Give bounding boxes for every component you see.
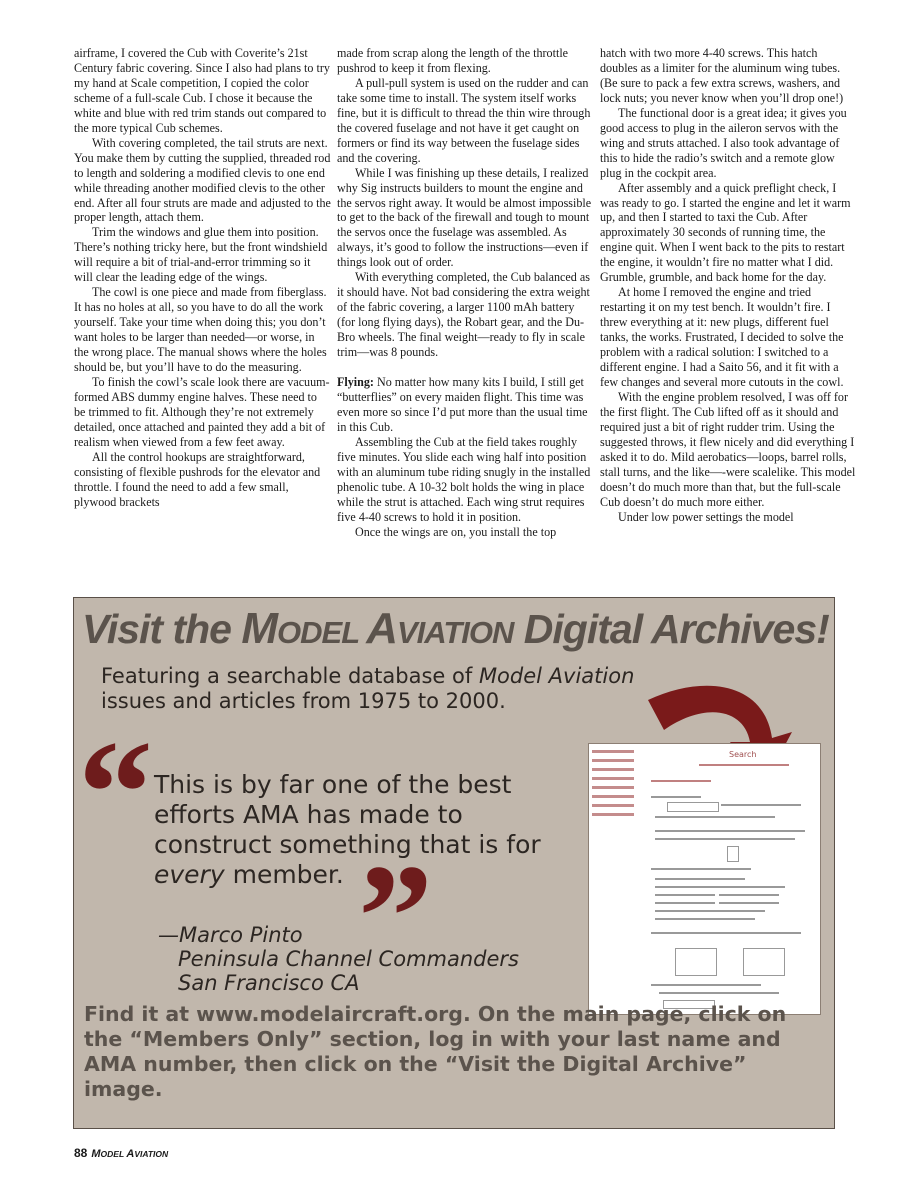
ad-title-text: M: [241, 604, 278, 653]
magazine-name: [91, 1146, 168, 1160]
paragraph: After assembly and a quick preflight check, I was ready to go. I started the engine and let it warm up, and then I started to taxi the Cub. After approximately 30 seconds of running time, the engine quit. When I went back to the pits to restart the engine, it wouldn’t fire no matter what I did. Grumble, grumble, and back home for the day.: [600, 180, 851, 285]
section-heading-flying: Flying:: [337, 375, 374, 390]
paragraph: With covering completed, the tail struts are next. You make them by cutting the supplied, threaded rod to length and soldering a modified clevis to one end while threading another modified clevis to the other end. After all four struts are made and adjusted to the proper length, attach them.: [74, 135, 331, 225]
attribution-name: —Marco Pinto: [158, 923, 303, 947]
page-number: 88: [74, 1146, 88, 1160]
ad-title-text: A: [366, 604, 397, 653]
paragraph: airframe, I covered the Cub with Coverite’s 21st Century fabric covering. Since I also had plans to try my hand at Scale competition, I copied the color scheme of a full-scale Cub. I chose it because the white and blue with red trim stands out compared to the more typical Cub schemes.: [74, 46, 330, 135]
screenshot-nav: [592, 750, 638, 822]
paragraph: made from scrap along the length of the throttle pushrod to keep it from flexing.: [337, 46, 569, 75]
magazine-name-text: A: [126, 1148, 135, 1160]
paragraph: At home I removed the engine and tried restarting it on my test bench. It wouldn’t fire. I threw everything at it: new plugs, different fuel tanks, the works. Frustrated, I decided to solve the problem with a radical solution: I switched to a different engine. I had a Saito 56, and it fit with a few changes and several more cutouts in the cowl.: [600, 285, 844, 389]
open-quote-mark: “: [78, 710, 153, 876]
ad-title: [82, 604, 829, 654]
ad-title-text: ODEL: [277, 615, 367, 650]
ad-instructions: Find it at www.modelaircraft.org. On the main page, click on the “Members Only” section, log in with your last name and AMA number, then click on the “Visit the Digital Archive” image.: [84, 1002, 787, 1101]
paragraph: With the engine problem resolved, I was off for the first flight. The Cub lifted off as it should and required just a bit of right rudder trim. Using the suggested throws, it flew nicely and did everything I asked it to do. Mild aerobatics—loops, barrel rolls, stall turns, and the like—-were scalelike. This model doesn’t do much more than that, but the full-scale Cub doesn’t do much more either.: [600, 389, 856, 509]
paragraph: A pull-pull system is used on the rudder and can take some time to install. The system itself works fine, but it is difficult to thread the thin wire through the covered fuselage and not have it get caught on formers or find its way between the fuselage sides and the covering.: [337, 75, 591, 165]
ad-subtitle-text: issues and articles from 1975 to 2000.: [101, 689, 506, 713]
paragraph-flying: [337, 375, 594, 435]
paragraph: Once the wings are on, you install the top: [355, 524, 557, 539]
testimonial-attribution: [158, 923, 519, 995]
testimonial-italic: every: [154, 860, 225, 889]
ad-subtitle: [101, 664, 691, 714]
close-quote-mark: ”: [358, 834, 433, 1000]
article-column-2: [337, 46, 594, 540]
ad-title-text: VIATION: [396, 615, 514, 650]
magazine-name-text: M: [91, 1148, 101, 1160]
paragraph: Under low power settings the model: [618, 509, 794, 524]
magazine-name-text: ODEL: [100, 1149, 127, 1159]
article-column-1: [74, 46, 331, 510]
paragraph: While I was finishing up these details, I realized why Sig instructs builders to mount the engine and the servos right away. It would be almost impossible to get to the back of the firewall and tough to mount the servos once the fuselage was assembled. As always, it’s good to follow the instructions—even if things look out of order.: [337, 165, 592, 270]
ad-title-text: Visit the: [82, 606, 242, 652]
paragraph: To finish the cowl’s scale look there are vacuum-formed ABS dummy engine halves. These need to be trimmed to fit. Although they’re not extremely detailed, once attached and painted they add a bit of realism when viewed from a few feet away.: [74, 374, 330, 449]
screenshot-title: Search: [729, 750, 757, 759]
paragraph: Assembling the Cub at the field takes roughly five minutes. You slide each wing half into position with an aluminum tube riding snugly in the installed phenolic tube. A 10-32 bolt holds the wing in place while the strut is attached. Each wing strut requires five 4-40 screws to hold it in position.: [337, 434, 591, 524]
article-column-3: [600, 46, 857, 525]
paragraph: The functional door is a great idea; it gives you good access to plug in the aileron servos with the wing and struts attached. I also took advantage of this to hide the radio’s switch and a remote glow plug in the cockpit area.: [600, 105, 847, 180]
ad-subtitle-text: Featuring a searchable database of: [101, 664, 479, 688]
paragraph: All the control hookups are straightforward, consisting of flexible pushrods for the elevator and throttle. I found the need to add a few small, plywood brackets: [74, 449, 321, 509]
magazine-name-text: VIATION: [134, 1149, 169, 1159]
attribution-city: San Francisco CA: [178, 971, 360, 995]
digital-archives-ad: [73, 597, 835, 1129]
ad-title-text: Digital Archives!: [513, 606, 829, 652]
testimonial-text: member.: [224, 860, 344, 889]
testimonial-text: This is by far one of the best efforts AMA has made to construct something that is for: [154, 770, 541, 859]
paragraph: The cowl is one piece and made from fiberglass. It has no holes at all, so you have to do all the work yourself. Take your time when doing this; you don’t want holes to be larger than needed—or worse, in the wrong place. The manual shows where the holes should be, but you’ll have to do the measuring.: [74, 285, 327, 375]
ad-subtitle-italic: Model Aviation: [478, 664, 635, 688]
paragraph: Trim the windows and glue them into position. There’s nothing tricky here, but the front windshield will require a bit of trial-and-error trimming so it will clear the leading edge of the wings.: [74, 225, 328, 285]
attribution-org: Peninsula Channel Commanders: [178, 947, 519, 971]
paragraph-text: No matter how many kits I build, I still get “butterflies” on every maiden flight. This time was even more so since I’d put more than the usual time in this Cub.: [337, 375, 588, 434]
page-footer: [74, 1146, 168, 1160]
paragraph: hatch with two more 4-40 screws. This hatch doubles as a limiter for the aluminum wing tubes. (Be sure to pack a few extra screws, washers, and lock nuts; you never know when you’ll drop one!): [600, 46, 844, 105]
archive-screenshot: [588, 743, 821, 1015]
paragraph: With everything completed, the Cub balanced as it should have. Not bad considering the extra weight of the fabric covering, a larger 1100 mAh battery (for long flying days), the Robart gear, and the Du-Bro wheels. The final weight—ready to fly in scale trim—was 8 pounds.: [337, 270, 590, 360]
